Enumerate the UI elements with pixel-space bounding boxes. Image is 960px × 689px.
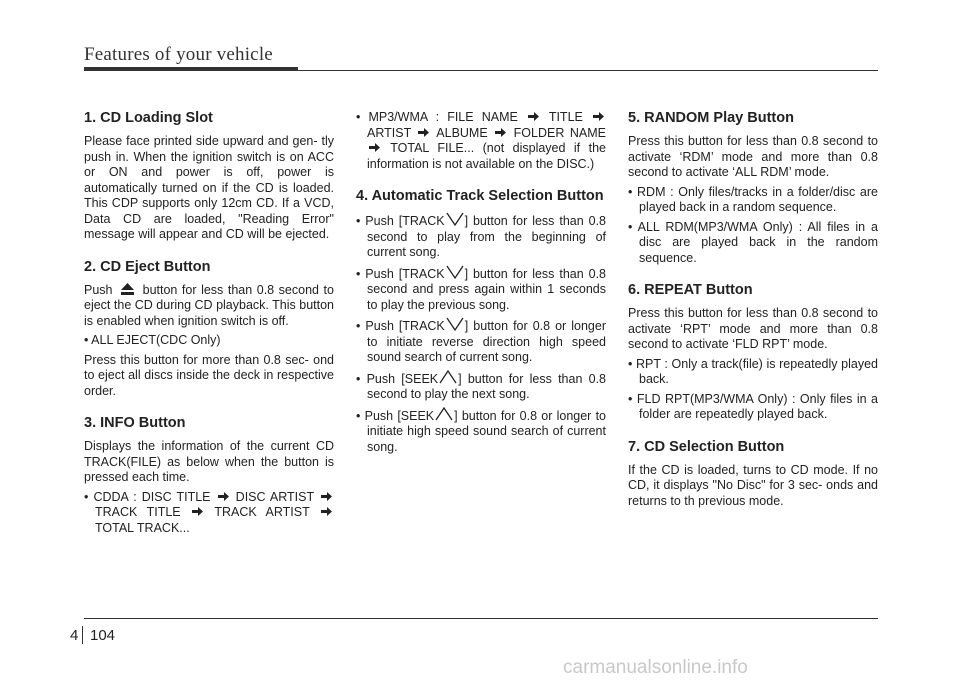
bullet-item: • ALL RDM(MP3/WMA Only) : All files in a disc are played back in the random sequence. xyxy=(628,219,878,265)
text: TRACK ARTIST xyxy=(214,505,310,519)
text: TOTAL TRACK... xyxy=(95,520,190,535)
paragraph: Press this button for less than 0.8 second to activate ‘RPT’ mode and more than 0.8 second to activate ‘FLD RPT’ mode. xyxy=(628,306,878,351)
text: • Push [TRACK xyxy=(356,266,445,281)
arrow-right-icon xyxy=(321,492,332,501)
page-chapter: 4 xyxy=(70,627,79,644)
header-rule-thin xyxy=(84,70,878,71)
bullet-item xyxy=(356,407,606,456)
chevron-down-icon xyxy=(445,317,465,331)
chevron-down-icon xyxy=(445,212,465,226)
heading-repeat-button: 6. REPEAT Button xyxy=(628,282,753,298)
heading-random-play-button: 5. RANDOM Play Button xyxy=(628,110,794,126)
text: • Push [SEEK xyxy=(356,371,439,386)
heading-info-button: 3. INFO Button xyxy=(84,415,186,431)
chevron-down-icon xyxy=(445,265,465,279)
bullet-item xyxy=(356,110,606,172)
bullet-item: • FLD RPT(MP3/WMA Only) : Only files in a folder are repeatedly played back. xyxy=(628,391,878,421)
text: ] button for less than 0.8 second to play from the beginning of current song. xyxy=(367,214,606,259)
paragraph: Please face printed side upward and gen- tly push in. When the ignition switch is on ACC or ON and power is off, power is automatically turned on if the CD is loaded. This CDP supports only 12cm CD. If a VCD, Data CD are loaded, "Reading Error" message will appear and CD will be ejected. xyxy=(84,134,334,241)
bullet-item xyxy=(356,370,606,403)
text: TOTAL FILE... (not displayed if the information is not available on the DISC.) xyxy=(367,141,606,171)
text: ARTIST xyxy=(367,125,411,140)
text: • MP3/WMA : FILE NAME xyxy=(356,110,518,124)
arrow-right-icon xyxy=(192,507,203,516)
text: FOLDER NAME xyxy=(513,125,606,140)
bullet-item xyxy=(356,212,606,261)
bullet-item: • RPT : Only a track(file) is repeatedly played back. xyxy=(628,356,878,386)
column-right xyxy=(628,110,878,513)
text: ] button for less than 0.8 second and press again within 1 seconds to play the previous song. xyxy=(367,266,606,312)
text: • Push [TRACK xyxy=(356,319,445,333)
column-left xyxy=(84,110,334,540)
heading-cd-loading-slot: 1. CD Loading Slot xyxy=(84,110,213,126)
paragraph xyxy=(84,283,334,330)
paragraph: Press this button for more than 0.8 sec- ond to eject all discs inside the deck in respective order. xyxy=(84,352,334,398)
text: • CDDA : DISC TITLE xyxy=(84,489,211,504)
arrow-right-icon xyxy=(418,128,429,137)
chevron-up-icon xyxy=(434,407,454,421)
text: ALBUME xyxy=(436,125,488,140)
text: • Push [SEEK xyxy=(356,408,435,423)
footer-separator xyxy=(82,626,83,644)
arrow-right-icon xyxy=(528,112,539,121)
page-number: 104 xyxy=(90,627,116,644)
text: TRACK TITLE xyxy=(95,505,181,519)
arrow-right-icon xyxy=(218,492,229,501)
watermark: carmanualsonline.info xyxy=(563,657,748,678)
text: TITLE xyxy=(548,110,583,124)
header-title: Features of your vehicle xyxy=(84,44,273,65)
bullet-item xyxy=(84,490,334,537)
bullet-item xyxy=(356,265,606,314)
arrow-right-icon xyxy=(593,112,604,121)
text: button for less than 0.8 second to eject the CD during CD playback. This button is enabled when ignition switch is off. xyxy=(84,282,334,328)
text: • Push [TRACK xyxy=(356,214,445,228)
footer-rule xyxy=(84,618,878,619)
eject-icon xyxy=(121,283,134,295)
bullet-item xyxy=(356,317,606,366)
paragraph: Press this button for less than 0.8 second to activate ‘RDM’ mode and more than 0.8 second to activate ‘ALL RDM’ mode. xyxy=(628,134,878,179)
heading-automatic-track-selection: 4. Automatic Track Selection Button xyxy=(356,188,604,204)
bullet-item: • RDM : Only files/tracks in a folder/disc are played back in a random sequence. xyxy=(628,184,878,214)
chevron-up-icon xyxy=(438,370,458,384)
arrow-right-icon xyxy=(369,143,380,152)
text: ] button for less than 0.8 second to play the next song. xyxy=(367,371,606,401)
text: Push xyxy=(84,282,113,297)
arrow-right-icon xyxy=(321,507,332,516)
text: ] button for 0.8 or longer to initiate high speed sound search of current song. xyxy=(367,408,606,454)
text: ] button for 0.8 or longer to initiate reverse direction high speed sound search of current song. xyxy=(367,319,606,364)
heading-cd-eject-button: 2. CD Eject Button xyxy=(84,258,211,275)
bullet-item: • ALL EJECT(CDC Only) xyxy=(84,333,221,347)
heading-cd-selection-button: 7. CD Selection Button xyxy=(628,438,785,455)
arrow-right-icon xyxy=(495,128,506,137)
column-middle xyxy=(356,110,606,459)
text: DISC ARTIST xyxy=(235,489,314,504)
paragraph: Displays the information of the current CD TRACK(FILE) as below when the button is pressed each time. xyxy=(84,439,334,484)
paragraph: If the CD is loaded, turns to CD mode. If no CD, it displays "No Disc" for 3 sec- onds and returns to th previous mode. xyxy=(628,462,878,508)
